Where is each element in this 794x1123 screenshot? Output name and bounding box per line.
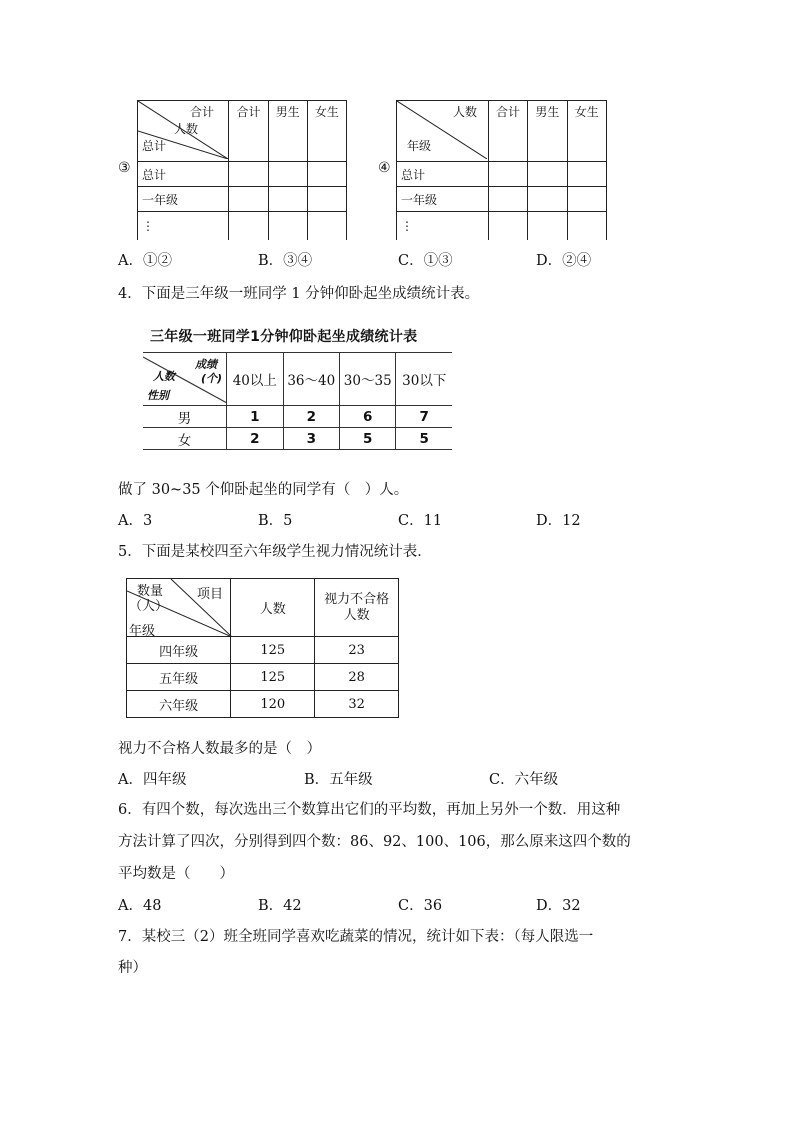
q4-cell: 2 bbox=[227, 428, 283, 450]
q5-table bbox=[126, 578, 399, 718]
table4-cell bbox=[567, 212, 606, 241]
table3-col-header: 男生 bbox=[268, 101, 307, 162]
q5-corner bbox=[127, 579, 231, 637]
q4-cell: 1 bbox=[227, 406, 283, 428]
table3-cell bbox=[268, 212, 307, 241]
table3-col-header: 女生 bbox=[307, 101, 346, 162]
table3-cell bbox=[268, 162, 307, 187]
q5-row-grade: 四年级 bbox=[127, 637, 231, 664]
q5-col-bad-line1: 视力不合格 bbox=[324, 591, 390, 607]
option-d[interactable]: D．32 bbox=[536, 898, 581, 914]
q4-cell: 5 bbox=[396, 428, 452, 450]
table4-cell bbox=[488, 212, 527, 241]
q4-cell: 7 bbox=[396, 406, 452, 428]
q7-line-2: 种） bbox=[118, 960, 147, 976]
q4-col-header: 30以下 bbox=[396, 353, 452, 406]
q4-corner-unit: (个) bbox=[201, 372, 223, 385]
q4-cell: 3 bbox=[283, 428, 339, 450]
table3-cell bbox=[268, 187, 307, 212]
q4-cell: 5 bbox=[340, 428, 396, 450]
q4-corner bbox=[143, 353, 227, 406]
q5-stem: 5．下面是某校四至六年级学生视力情况统计表． bbox=[118, 544, 432, 560]
table3-col-header: 合计 bbox=[229, 101, 268, 162]
table4-cell bbox=[528, 212, 567, 241]
option-b[interactable]: B．42 bbox=[258, 898, 302, 914]
option-a[interactable]: A．48 bbox=[118, 898, 162, 914]
table4-corner bbox=[397, 101, 489, 162]
table4-cell bbox=[488, 162, 527, 187]
q6-line-3: 平均数是（ ） bbox=[118, 866, 234, 882]
q5-cell-count: 125 bbox=[231, 637, 315, 664]
table3-row-header: 一年级 bbox=[138, 187, 229, 212]
table3-cell bbox=[229, 212, 268, 241]
option-a[interactable]: A．①② bbox=[118, 253, 172, 269]
table3-row-header: ⋮ bbox=[138, 212, 229, 241]
q5-corner-unit: （人） bbox=[129, 599, 169, 614]
table4-cell bbox=[488, 187, 527, 212]
q4-corner-gender: 性别 bbox=[147, 389, 169, 402]
q5-col-bad bbox=[315, 579, 399, 637]
table3-corner-mid: 人数 bbox=[174, 122, 199, 136]
q5-row-grade: 六年级 bbox=[127, 691, 231, 718]
table4-cell bbox=[528, 187, 567, 212]
q4-corner-score: 成绩 bbox=[195, 358, 217, 371]
q5-cell-bad: 32 bbox=[315, 691, 399, 718]
table3-marker: ③ bbox=[118, 160, 131, 176]
option-c[interactable]: C．36 bbox=[398, 898, 443, 914]
q4-options bbox=[118, 509, 718, 529]
q4-row-label: 男 bbox=[143, 406, 227, 428]
option-a[interactable]: A．四年级 bbox=[118, 772, 187, 788]
table3-corner-bottom: 总计 bbox=[142, 139, 167, 153]
q5-corner-item: 项目 bbox=[197, 587, 224, 602]
option-b[interactable]: B．5 bbox=[258, 513, 293, 529]
option-c[interactable]: C．①③ bbox=[398, 253, 453, 269]
q5-row-grade: 五年级 bbox=[127, 664, 231, 691]
q4-question: 做了 30~35 个仰卧起坐的同学有（ ）人。 bbox=[118, 482, 409, 498]
q5-cell-count: 125 bbox=[231, 664, 315, 691]
table-4 bbox=[396, 100, 607, 240]
table4-corner-top: 人数 bbox=[453, 105, 478, 119]
table4-row-header: 总计 bbox=[397, 162, 489, 187]
q5-corner-qty: 数量 bbox=[137, 584, 164, 599]
q4-col-header: 30～35 bbox=[340, 353, 396, 406]
option-d[interactable]: D．②④ bbox=[536, 253, 592, 269]
table3-cell bbox=[307, 187, 346, 212]
q4-table bbox=[143, 352, 452, 450]
q5-options bbox=[118, 768, 718, 788]
q5-cell-bad: 28 bbox=[315, 664, 399, 691]
q4-cell: 2 bbox=[283, 406, 339, 428]
table4-col-header: 合计 bbox=[488, 101, 527, 162]
option-c[interactable]: C．六年级 bbox=[489, 772, 559, 788]
q5-corner-grade: 年级 bbox=[129, 624, 156, 639]
q4-table-title: 三年级一班同学1分钟仰卧起坐成绩统计表 bbox=[150, 329, 418, 345]
option-a[interactable]: A．3 bbox=[118, 513, 153, 529]
q5-cell-count: 120 bbox=[231, 691, 315, 718]
q4-col-header: 36～40 bbox=[283, 353, 339, 406]
q5-question: 视力不合格人数最多的是（ ） bbox=[118, 741, 321, 757]
option-c[interactable]: C．11 bbox=[398, 513, 443, 529]
q5-col-count: 人数 bbox=[231, 579, 315, 637]
table3-corner-top: 合计 bbox=[190, 105, 215, 119]
q6-options bbox=[118, 894, 718, 914]
q7-line-1: 7．某校三（2）班全班同学喜欢吃蔬菜的情况，统计如下表：（每人限选一 bbox=[118, 929, 594, 945]
table3-cell bbox=[229, 162, 268, 187]
q3-options bbox=[118, 249, 718, 269]
table4-col-header: 女生 bbox=[567, 101, 606, 162]
q4-row-label: 女 bbox=[143, 428, 227, 450]
option-d[interactable]: D．12 bbox=[536, 513, 581, 529]
table3-row-header: 总计 bbox=[138, 162, 229, 187]
table-3 bbox=[137, 100, 347, 240]
table4-row-header: ⋮ bbox=[397, 212, 489, 241]
table3-cell bbox=[229, 187, 268, 212]
q5-col-bad-line2: 人数 bbox=[343, 607, 370, 623]
table4-cell bbox=[567, 162, 606, 187]
table4-col-header: 男生 bbox=[528, 101, 567, 162]
option-b[interactable]: B．③④ bbox=[258, 253, 313, 269]
q6-line-2: 方法计算了四次，分别得到四个数：86、92、100、106，那么原来这四个数的 bbox=[118, 834, 631, 850]
q5-cell-bad: 23 bbox=[315, 637, 399, 664]
table4-cell bbox=[567, 187, 606, 212]
q6-line-1: 6．有四个数，每次选出三个数算出它们的平均数，再加上另外一个数．用这种 bbox=[118, 802, 621, 818]
option-b[interactable]: B．五年级 bbox=[304, 772, 373, 788]
table3-cell bbox=[307, 212, 346, 241]
table4-marker: ④ bbox=[378, 160, 391, 176]
table4-corner-bottom: 年级 bbox=[407, 139, 432, 153]
table3-cell bbox=[307, 162, 346, 187]
q4-cell: 6 bbox=[340, 406, 396, 428]
q4-col-header: 40以上 bbox=[227, 353, 283, 406]
table4-row-header: 一年级 bbox=[397, 187, 489, 212]
q4-corner-people: 人数 bbox=[153, 370, 175, 383]
q4-stem: 4．下面是三年级一班同学 1 分钟仰卧起坐成绩统计表。 bbox=[118, 286, 480, 302]
table4-cell bbox=[528, 162, 567, 187]
table3-corner bbox=[138, 101, 229, 162]
